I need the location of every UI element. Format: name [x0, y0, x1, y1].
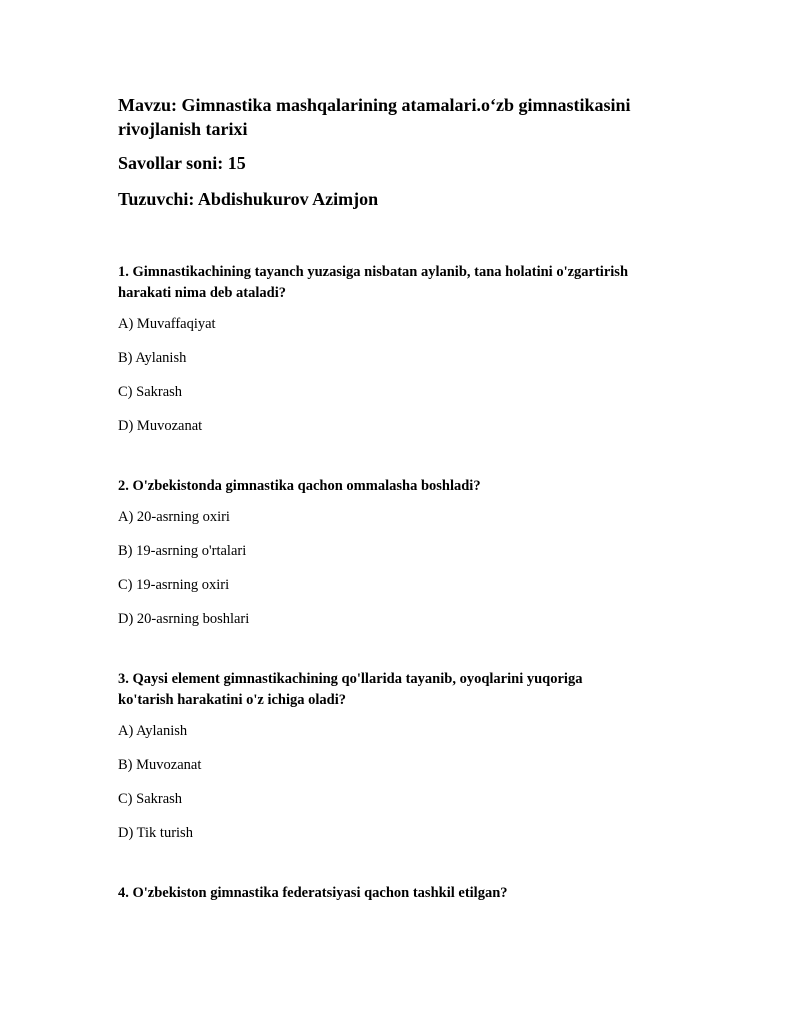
option-a: A) Muvaffaqiyat [118, 316, 216, 332]
question-2 [118, 476, 688, 629]
document-title [118, 93, 688, 141]
question-text [118, 476, 688, 497]
question-text-line: ko'tarish harakatini o'z ichiga oladi? [118, 692, 346, 708]
option-d: D) Muvozanat [118, 418, 203, 434]
question-3 [118, 669, 688, 843]
question-1 [118, 262, 688, 436]
option-b: B) Muvozanat [118, 757, 202, 773]
option-a: A) Aylanish [118, 723, 188, 739]
question-text [118, 883, 688, 904]
option-d: D) 20-asrning boshlari [118, 611, 250, 627]
title-line-2: rivojlanish tarixi [118, 119, 248, 139]
option-c: C) Sakrash [118, 791, 183, 807]
option-b: B) Aylanish [118, 350, 187, 366]
question-text-line: 3. Qaysi element gimnastikachining qo'llarida tayanib, oyoqlarini yuqoriga [118, 671, 583, 687]
question-4 [118, 883, 688, 904]
title-line-1: Mavzu: Gimnastika mashqalarining atamalari.o‘zb gimnastikasini [118, 95, 631, 115]
option-c: C) Sakrash [118, 384, 183, 400]
option-d: D) Tik turish [118, 825, 193, 841]
question-text [118, 669, 688, 711]
author-line: Tuzuvchi: Abdishukurov Azimjon [118, 189, 379, 209]
question-text-line: harakati nima deb ataladi? [118, 285, 286, 301]
question-text-line: 1. Gimnastikachining tayanch yuzasiga nisbatan aylanib, tana holatini o'zgartirish [118, 264, 629, 280]
option-a: A) 20-asrning oxiri [118, 509, 230, 525]
document-page [118, 93, 688, 914]
question-count: Savollar soni: 15 [118, 153, 246, 173]
option-b: B) 19-asrning o'rtalari [118, 543, 247, 559]
question-text-line: 2. O'zbekistonda gimnastika qachon ommalasha boshladi? [118, 478, 481, 494]
question-text [118, 262, 688, 304]
option-c: C) 19-asrning oxiri [118, 577, 230, 593]
question-text-line: 4. O'zbekiston gimnastika federatsiyasi qachon tashkil etilgan? [118, 885, 508, 901]
